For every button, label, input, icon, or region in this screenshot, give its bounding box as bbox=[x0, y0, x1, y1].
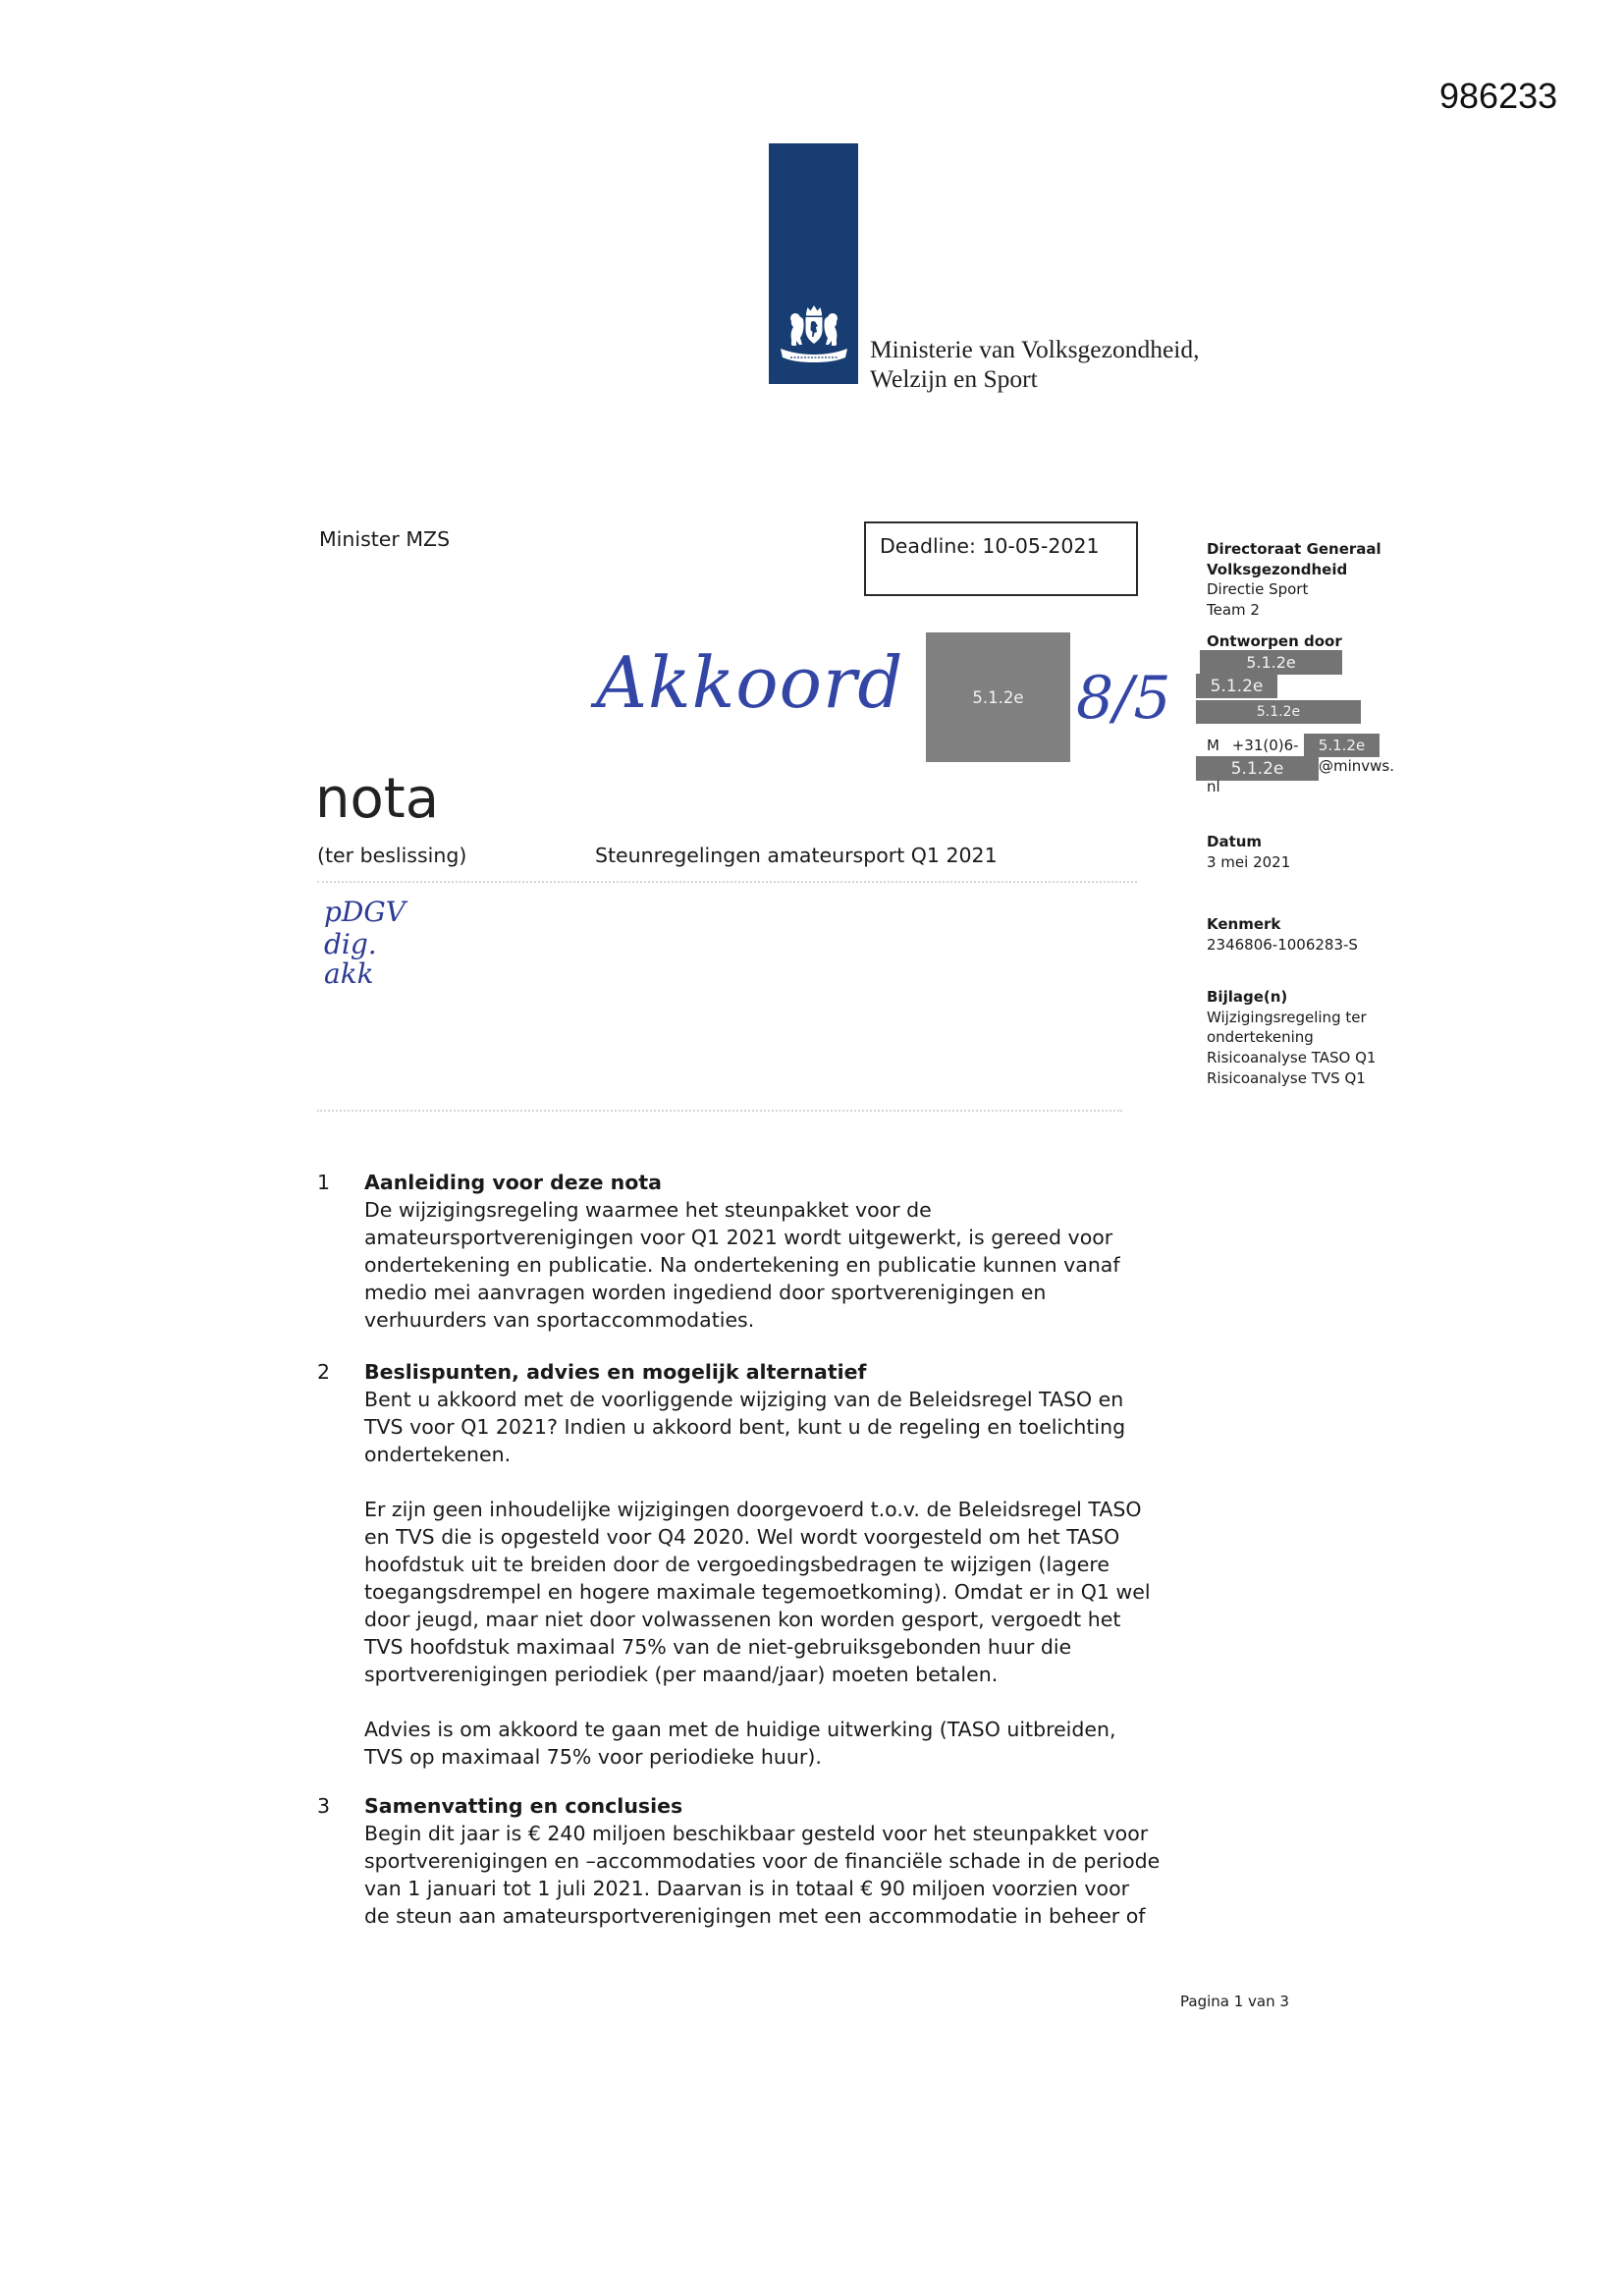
text-line: amateursportverenigingen voor Q1 2021 wordt uitgewerkt, is gereed voor bbox=[364, 1226, 1113, 1249]
text-line: hoofdstuk uit te breiden door de vergoedingsbedragen te wijzigen (lagere bbox=[364, 1553, 1110, 1576]
text-line: ondertekening en publicatie. Na ondertekening en publicatie kunnen vanaf bbox=[364, 1253, 1120, 1277]
redaction-box: 5.1.2e bbox=[1196, 700, 1361, 724]
section-number: 3 bbox=[317, 1794, 331, 1818]
section-2 bbox=[317, 1358, 1201, 1771]
paragraph bbox=[364, 1716, 1201, 1771]
paragraph bbox=[364, 1386, 1201, 1468]
sidebar-date bbox=[1207, 832, 1290, 872]
text-line: sportverenigingen en –accommodaties voor de financiële schade in de periode bbox=[364, 1849, 1161, 1873]
text-line: door jeugd, maar niet door volwassenen kon worden gesport, vergoedt het bbox=[364, 1608, 1121, 1631]
deadline-box bbox=[864, 521, 1138, 596]
sidebar-phone: M +31(0)6- bbox=[1207, 737, 1299, 754]
redaction-box: 5.1.2e bbox=[1196, 674, 1277, 698]
section-number: 2 bbox=[317, 1360, 331, 1384]
handwritten-note: akk bbox=[324, 957, 374, 990]
text-line: De wijzigingsregeling waarmee het steunpakket voor de bbox=[364, 1198, 932, 1222]
sidebar-designed-by-label: Ontworpen door bbox=[1207, 632, 1342, 650]
ministry-name-line: Welzijn en Sport bbox=[870, 364, 1038, 393]
section-title: Samenvatting en conclusies bbox=[364, 1794, 683, 1818]
document-number: 986233 bbox=[1439, 76, 1558, 116]
ministry-name bbox=[870, 335, 1199, 394]
sidebar-reference bbox=[1207, 914, 1358, 955]
document-purpose: (ter beslissing) bbox=[317, 844, 467, 867]
section-1 bbox=[317, 1169, 1201, 1334]
text-line: toegangsdrempel en hogere maximale tegemoetkoming). Omdat er in Q1 wel bbox=[364, 1580, 1151, 1604]
paragraph bbox=[364, 1496, 1201, 1688]
text-line: de steun aan amateursportverenigingen met een accommodatie in beheer of bbox=[364, 1904, 1146, 1928]
handwritten-approval: Akkoord bbox=[596, 641, 904, 724]
sidebar-attachments bbox=[1207, 987, 1376, 1089]
addressee: Minister MZS bbox=[319, 527, 451, 551]
sidebar-email-domain: @minvws. bbox=[1319, 757, 1395, 775]
text-line: TVS voor Q1 2021? Indien u akkoord bent, kunt u de regeling en toelichting bbox=[364, 1415, 1126, 1439]
attachment-line: Wijzigingsregeling ter bbox=[1207, 1008, 1367, 1026]
divider bbox=[317, 1110, 1122, 1112]
text-line: Er zijn geen inhoudelijke wijzigingen doorgevoerd t.o.v. de Beleidsregel TASO bbox=[364, 1498, 1142, 1521]
redaction-box: 5.1.2e bbox=[1200, 650, 1342, 675]
text-line: TVS op maximaal 75% voor periodieke huur). bbox=[364, 1745, 822, 1769]
text-line: ondertekenen. bbox=[364, 1443, 512, 1466]
text-line: en TVS die is opgesteld voor Q4 2020. Wel wordt voorgesteld om het TASO bbox=[364, 1525, 1120, 1549]
sidebar-reference-value: 2346806-1006283-S bbox=[1207, 935, 1358, 954]
attachment-line: Risicoanalyse TASO Q1 bbox=[1207, 1049, 1377, 1067]
ministry-name-line: Ministerie van Volksgezondheid, bbox=[870, 335, 1200, 363]
paragraph bbox=[364, 1820, 1201, 1930]
section-title: Beslispunten, advies en mogelijk alternatief bbox=[364, 1360, 867, 1384]
attachment-line: Risicoanalyse TVS Q1 bbox=[1207, 1068, 1366, 1087]
text-line: Begin dit jaar is € 240 miljoen beschikbaar gesteld voor het steunpakket voor bbox=[364, 1822, 1149, 1845]
sidebar-attachments-label: Bijlage(n) bbox=[1207, 988, 1288, 1006]
section-title: Aanleiding voor deze nota bbox=[364, 1171, 662, 1194]
coat-of-arms-icon bbox=[777, 302, 851, 371]
sidebar-department: Directie Sport bbox=[1207, 580, 1309, 599]
sidebar-directorate: Volksgezondheid bbox=[1207, 560, 1348, 578]
text-line: verhuurders van sportaccommodaties. bbox=[364, 1308, 755, 1332]
text-line: Advies is om akkoord te gaan met de huidige uitwerking (TASO uitbreiden, bbox=[364, 1718, 1116, 1741]
sidebar-date-label: Datum bbox=[1207, 833, 1263, 850]
text-line: van 1 januari tot 1 juli 2021. Daarvan is in totaal € 90 miljoen voorzien voor bbox=[364, 1877, 1130, 1900]
document-subject: Steunregelingen amateursport Q1 2021 bbox=[595, 844, 998, 867]
sidebar-email-tld: nl bbox=[1207, 778, 1220, 795]
text-line: medio mei aanvragen worden ingediend door sportverenigingen en bbox=[364, 1281, 1047, 1304]
section-3 bbox=[317, 1792, 1201, 1930]
sidebar-organisation bbox=[1207, 539, 1381, 621]
paragraph bbox=[364, 1196, 1201, 1334]
handwritten-note: dig. bbox=[324, 928, 377, 960]
sidebar-department: Team 2 bbox=[1207, 601, 1260, 620]
attachment-line: ondertekening bbox=[1207, 1028, 1314, 1047]
sidebar-date-value: 3 mei 2021 bbox=[1207, 852, 1291, 871]
handwritten-date: 8/5 bbox=[1076, 664, 1171, 733]
divider bbox=[317, 881, 1137, 883]
handwritten-note: pDGV bbox=[324, 896, 406, 928]
deadline-text: Deadline: 10-05-2021 bbox=[880, 534, 1100, 558]
text-line: sportverenigingen periodiek (per maand/jaar) moeten betalen. bbox=[364, 1663, 999, 1686]
text-line: TVS hoofdstuk maximaal 75% van de niet-gebruiksgebonden huur die bbox=[364, 1635, 1072, 1659]
redaction-box: 5.1.2e bbox=[1196, 756, 1319, 781]
sidebar-reference-label: Kenmerk bbox=[1207, 915, 1281, 933]
page-indicator: Pagina 1 van 3 bbox=[1180, 1993, 1289, 2010]
sidebar-directorate: Directoraat Generaal bbox=[1207, 540, 1381, 558]
section-number: 1 bbox=[317, 1171, 331, 1194]
text-line: Bent u akkoord met de voorliggende wijziging van de Beleidsregel TASO en bbox=[364, 1388, 1124, 1411]
document-type: nota bbox=[315, 767, 440, 831]
redaction-box: 5.1.2e bbox=[1304, 734, 1380, 757]
redaction-box: 5.1.2e bbox=[926, 632, 1070, 762]
